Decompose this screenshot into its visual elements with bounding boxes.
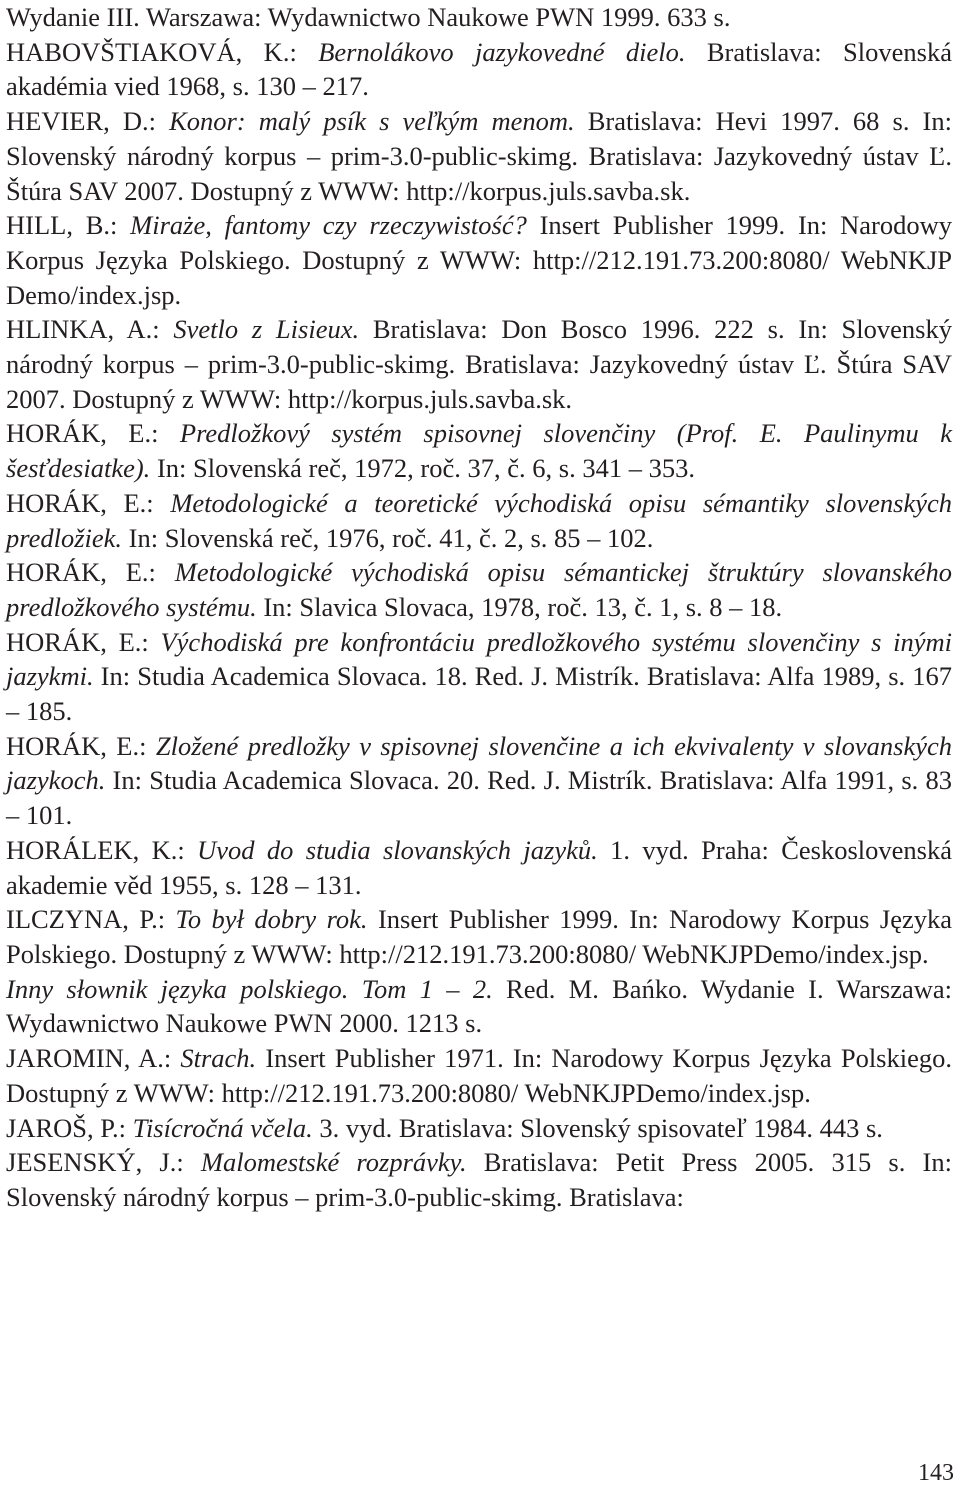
entry-author: HORÁLEK, K.: bbox=[6, 834, 198, 865]
entry-author: HEVIER, D.: bbox=[6, 106, 170, 137]
entry-title: Bernolákovo jazykovedné dielo. bbox=[318, 36, 686, 67]
entry-details: In: Slovenská reč, 1972, roč. 37, č. 6, s. 341 – 353. bbox=[150, 453, 695, 484]
bibliography-entry bbox=[6, 625, 952, 729]
entry-details: Bratislava: Hevi 1997. 68 s. In: Slovenský národný korpus – prim-3.0-public-skimg. Bratislava: Jazykovedný ústav Ľ. Štúra SAV 2007. Dostupný z WWW: http://korpus.juls.savba.sk. bbox=[6, 106, 952, 206]
entry-author: HORÁK, E.: bbox=[6, 487, 171, 518]
entry-details: Bratislava: Don Bosco 1996. 222 s. In: Slovenský národný korpus – prim-3.0-public-skimg. Bratislava: Jazykovedný ústav Ľ. Štúra SAV 2007. Dostupný z WWW: http://korpus.juls.savba.sk. bbox=[6, 314, 952, 414]
entry-details: Bratislava: Petit Press 2005. 315 s. In: Slovenský národný korpus – prim-3.0-public-skimg. Bratislava: bbox=[6, 1147, 952, 1212]
entry-details: 3. vyd. Bratislava: Slovenský spisovateľ 1984. 443 s. bbox=[312, 1112, 883, 1143]
entry-author: HORÁK, E.: bbox=[6, 557, 175, 588]
page-number: 143 bbox=[918, 1460, 954, 1486]
bibliography-entry bbox=[6, 1145, 952, 1214]
bibliography-entry bbox=[6, 902, 952, 971]
entry-title: Východiská pre konfrontáciu predložkového systému slovenčiny s inými jazykmi. bbox=[6, 626, 952, 692]
entry-author: HORÁK, E.: bbox=[6, 418, 180, 449]
entry-author: ILCZYNA, P.: bbox=[6, 904, 176, 935]
bibliography-entry bbox=[6, 0, 952, 35]
bibliography-entry bbox=[6, 1041, 952, 1110]
entry-details: Insert Publisher 1999. In: Narodowy Korpus Języka Polskiego. Dostupný z WWW: http://212.191.73.200:8080/ WebNKJPDemo/index.jsp. bbox=[6, 904, 952, 969]
bibliography-entry bbox=[6, 729, 952, 833]
entry-details: Red. M. Bańko. Wydanie I. Warszawa: Wydawnictwo Naukowe PWN 2000. 1213 s. bbox=[6, 973, 953, 1039]
entry-author: JAROŠ, P.: bbox=[6, 1112, 133, 1143]
entry-author: HORÁK, E.: bbox=[6, 626, 161, 657]
entry-details: Insert Publisher 1971. In: Narodowy Korpus Języka Polskiego. Dostupný z WWW: http://212.191.73.200:8080/ WebNKJPDemo/index.jsp. bbox=[6, 1043, 952, 1108]
entry-author: JAROMIN, A.: bbox=[6, 1043, 181, 1074]
bibliography-entry bbox=[6, 104, 952, 208]
entry-author: HABOVŠTIAKOVÁ, K.: bbox=[6, 36, 319, 67]
entry-title: Inny słownik języka polskiego. Tom 1 – 2. bbox=[6, 973, 493, 1004]
entry-details: Wydanie III. Warszawa: Wydawnictwo Naukowe PWN 1999. 633 s. bbox=[6, 2, 731, 32]
bibliography-entry bbox=[6, 486, 952, 555]
bibliography-entry bbox=[6, 208, 952, 312]
entry-details: Insert Publisher 1999. In: Narodowy Korpus Języka Polskiego. Dostupný z WWW: http://212.191.73.200:8080/ WebNKJP Demo/index.jsp. bbox=[6, 210, 952, 310]
entry-author: HLINKA, A.: bbox=[6, 314, 174, 345]
entry-author: JESENSKÝ, J.: bbox=[6, 1147, 201, 1178]
entry-title: Predložkový systém spisovnej slovenčiny (Prof. E. Paulinymu k šesťdesiatke). bbox=[6, 418, 952, 484]
entry-title: Malomestské rozprávky. bbox=[200, 1147, 467, 1178]
bibliography-entry bbox=[6, 972, 952, 1041]
bibliography-entry bbox=[6, 1111, 952, 1146]
entry-details: In: Studia Academica Slovaca. 20. Red. J. Mistrík. Bratislava: Alfa 1991, s. 83 – 101. bbox=[6, 765, 952, 831]
entry-details: In: Slovenská reč, 1976, roč. 41, č. 2, s. 85 – 102. bbox=[122, 522, 654, 553]
bibliography-entry bbox=[6, 833, 952, 902]
entry-title: Zložené predložky v spisovnej slovenčine a ich ekvivalenty v slovanských jazykoch. bbox=[6, 730, 952, 796]
entry-author: HORÁK, E.: bbox=[6, 730, 156, 761]
entry-title: Metodologické a teoretické východiská opisu sémantiky slovenských predložiek. bbox=[6, 487, 952, 553]
entry-author: HILL, B.: bbox=[6, 210, 131, 241]
entry-title: To był dobry rok. bbox=[175, 904, 368, 935]
entry-title: Tisícročná včela. bbox=[132, 1112, 313, 1143]
entry-details: In: Studia Academica Slovaca. 18. Red. J. Mistrík. Bratislava: Alfa 1989, s. 167 – 185. bbox=[6, 661, 952, 727]
entry-title: Svetlo z Lisieux. bbox=[173, 314, 360, 345]
entry-title: Miraże, fantomy czy rzeczywistość? bbox=[130, 210, 527, 241]
bibliography-entry bbox=[6, 416, 952, 485]
entry-details: 1. vyd. Praha: Československá akademie věd 1955, s. 128 – 131. bbox=[6, 834, 952, 900]
bibliography-entry bbox=[6, 312, 952, 416]
entry-title: Uvod do studia slovanských jazyků. bbox=[197, 834, 598, 865]
entry-title: Strach. bbox=[180, 1043, 257, 1074]
bibliography-entry bbox=[6, 35, 952, 104]
entry-details: Bratislava: Slovenská akadémia vied 1968, s. 130 – 217. bbox=[6, 36, 952, 102]
bibliography-list bbox=[6, 0, 952, 1215]
entry-title: Konor: malý psík s veľkým menom. bbox=[169, 106, 575, 137]
entry-title: Metodologické východiská opisu sémantickej štruktúry slovanského predložkového systému. bbox=[6, 557, 953, 622]
entry-details: In: Slavica Slovaca, 1978, roč. 13, č. 1, s. 8 – 18. bbox=[256, 591, 783, 622]
bibliography-entry bbox=[6, 555, 952, 624]
